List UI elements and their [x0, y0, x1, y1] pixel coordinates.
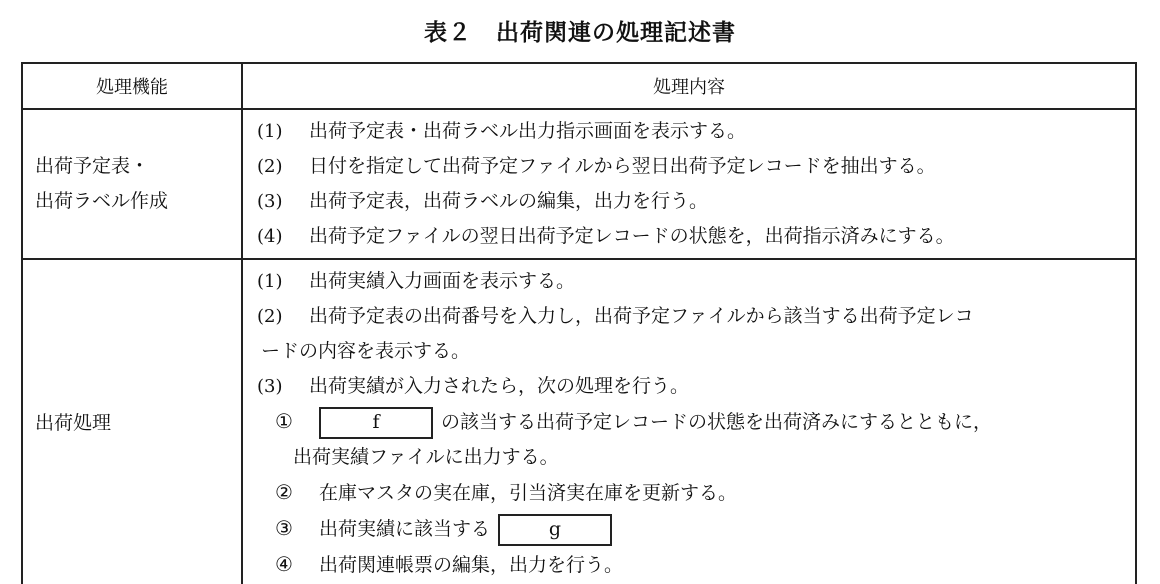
- function-label-line: 出荷予定表・: [35, 155, 150, 177]
- step-text: 出荷予定ファイルの翌日出荷予定レコードの状態を，出荷指示済みにする。: [309, 225, 955, 247]
- step-number: (1): [257, 121, 283, 142]
- table-row: [22, 109, 1136, 259]
- table-caption: 表２ 出荷関連の処理記述書: [424, 20, 736, 46]
- step-text: 出荷予定表，出荷ラベルの編集，出力を行う。: [309, 190, 709, 212]
- step-line: [257, 219, 1135, 254]
- substep-continuation: 出荷実績ファイルに出力する。: [293, 446, 559, 468]
- content-cell: [242, 259, 1136, 584]
- step-text: 出荷予定表・出荷ラベル出力指示画面を表示する。: [309, 120, 747, 142]
- step-text: 日付を指定して出荷予定ファイルから翌日出荷予定レコードを抽出する。: [309, 155, 936, 177]
- substep-text: 出荷実績に該当する: [319, 518, 491, 540]
- step-number: (1): [257, 271, 283, 292]
- step-number: (3): [257, 191, 283, 212]
- step-text: 出荷実績が入力されたら，次の処理を行う。: [309, 375, 690, 397]
- step-line: [257, 369, 1135, 404]
- content-cell: [242, 109, 1136, 259]
- substep-mark: ③: [275, 516, 293, 540]
- substep-text: 在庫マスタの実在庫，引当済実在庫を更新する。: [319, 482, 738, 504]
- step-number: (2): [257, 156, 283, 177]
- table-row: [22, 259, 1136, 584]
- header-function: 処理機能: [22, 63, 242, 109]
- step-number: (4): [257, 226, 283, 247]
- substep-mark: ①: [275, 409, 293, 433]
- function-cell: [22, 259, 242, 584]
- substep-text: 出荷関連帳票の編集，出力を行う。: [319, 554, 624, 576]
- step-number: (2): [257, 306, 283, 327]
- substep-line: [257, 404, 1135, 440]
- function-label-line: 出荷処理: [35, 412, 112, 434]
- step-text: 出荷実績入力画面を表示する。: [309, 270, 576, 292]
- blank-box-g: g: [498, 514, 612, 546]
- function-cell: [22, 109, 242, 259]
- substep-line: [257, 511, 1135, 547]
- process-description-table: [21, 62, 1137, 584]
- function-label-line: 出荷ラベル作成: [35, 190, 169, 212]
- blank-box-f: f: [319, 407, 433, 439]
- substep-mark: ④: [275, 552, 293, 576]
- substep-text: の該当する出荷予定レコードの状態を出荷済みにするとともに，: [441, 411, 993, 433]
- step-line: [257, 299, 1135, 334]
- step-line: [257, 149, 1135, 184]
- step-line: [257, 184, 1135, 219]
- substep-line: [257, 547, 1135, 583]
- table-header-row: [22, 63, 1136, 109]
- step-text: 出荷予定表の出荷番号を入力し，出荷予定ファイルから該当する出荷予定レコ: [309, 305, 974, 327]
- step-continuation: ードの内容を表示する。: [261, 340, 471, 362]
- header-content: 処理内容: [242, 63, 1136, 109]
- step-number: (3): [257, 376, 283, 397]
- step-line: [257, 264, 1135, 299]
- substep-mark: ②: [275, 480, 293, 504]
- substep-line: [257, 475, 1135, 511]
- step-line: [257, 114, 1135, 149]
